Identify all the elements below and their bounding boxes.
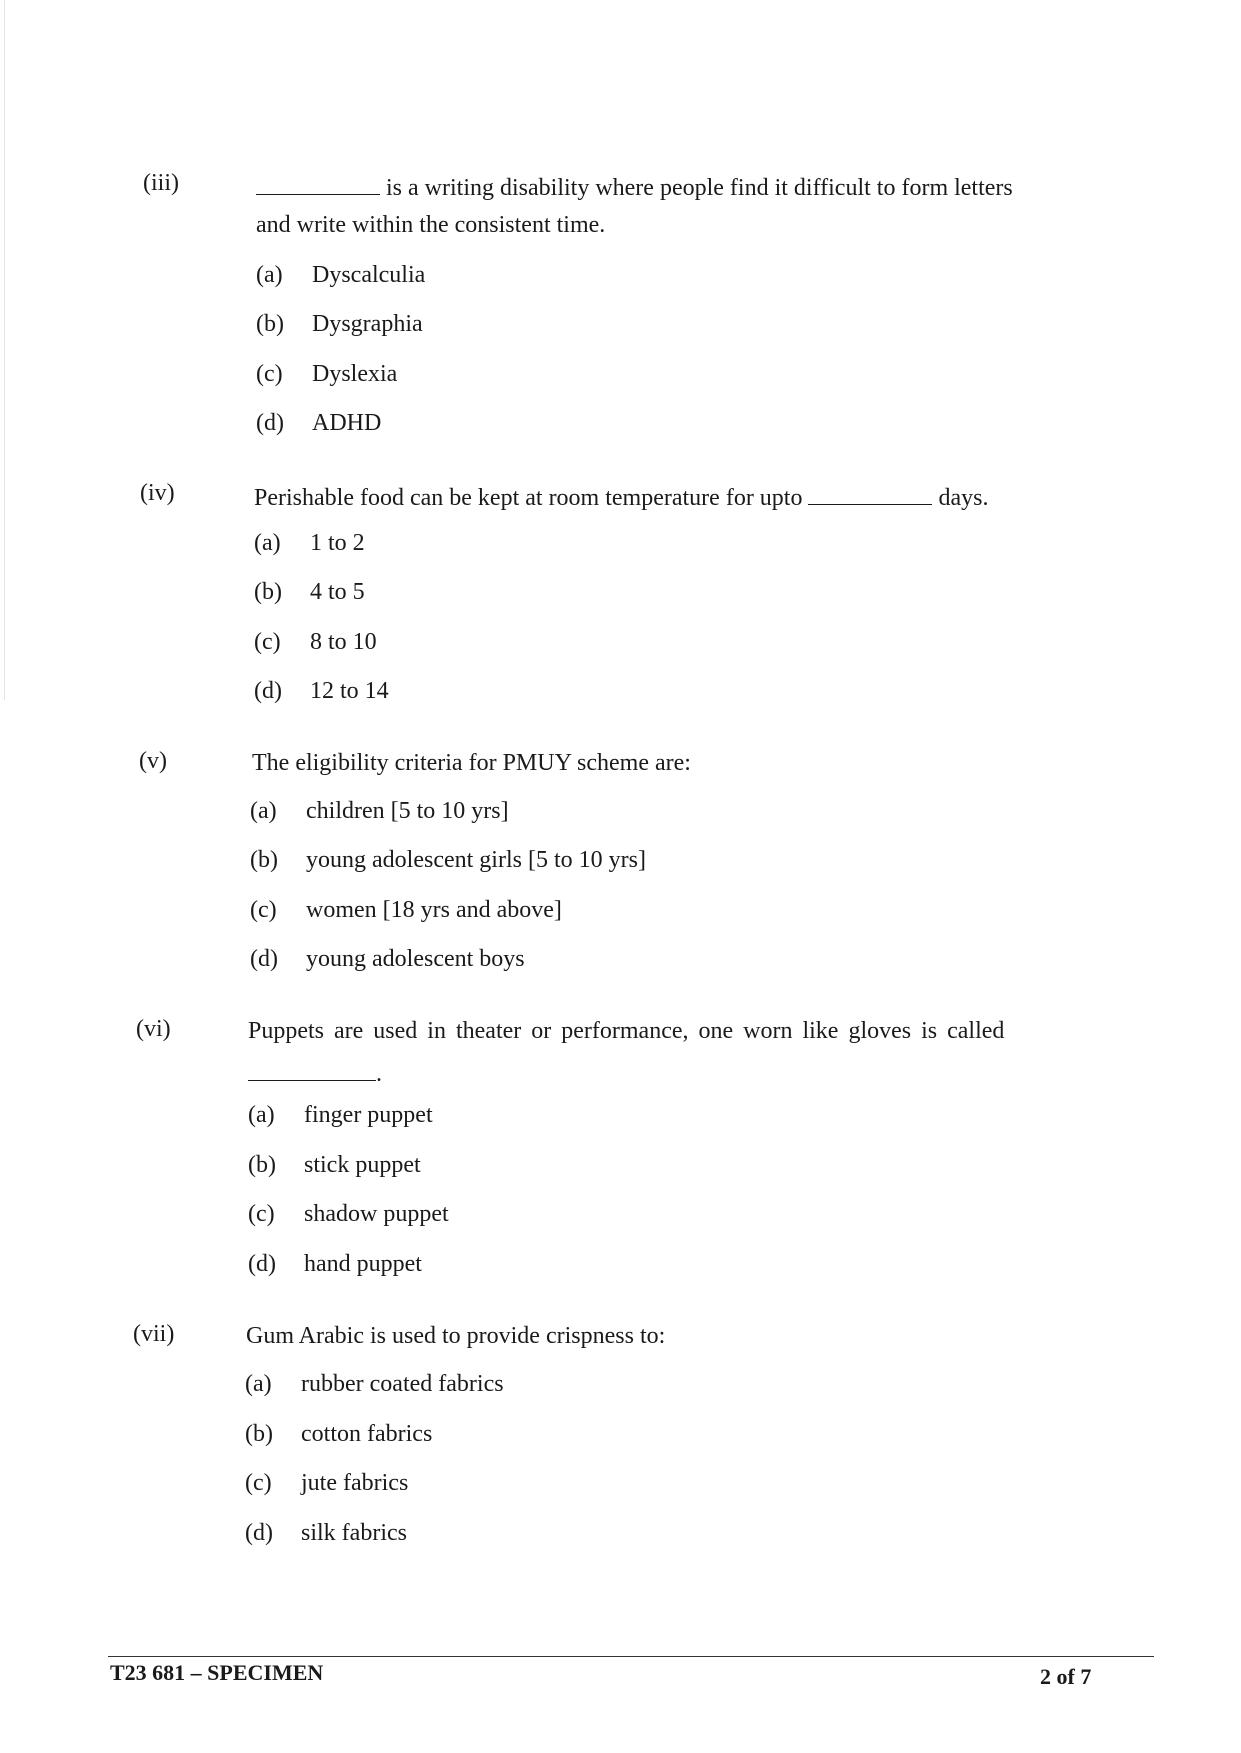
- option-label: (d): [248, 1251, 276, 1277]
- option-a: [248, 1102, 433, 1129]
- option-label: (d): [254, 678, 282, 704]
- option-label: (a): [245, 1371, 272, 1397]
- option-text: hand puppet: [304, 1251, 422, 1277]
- option-text: Dyscalculia: [312, 262, 426, 288]
- question-text-line2: and write within the consistent time.: [256, 212, 606, 238]
- option-d: [248, 1251, 422, 1278]
- option-d: [250, 946, 525, 973]
- option-c: [250, 897, 562, 924]
- option-text: young adolescent boys: [306, 946, 525, 972]
- option-label: (c): [256, 361, 283, 387]
- option-text: ADHD: [312, 410, 382, 436]
- paper-code: T23 681 – SPECIMEN: [110, 1660, 324, 1685]
- option-label: (c): [245, 1470, 272, 1496]
- option-b: [248, 1152, 421, 1179]
- option-text: cotton fabrics: [301, 1421, 433, 1447]
- option-text: Dyslexia: [312, 361, 398, 387]
- question-number: (vi): [136, 1016, 171, 1042]
- option-d: [254, 678, 389, 705]
- question-number: (vii): [133, 1321, 175, 1347]
- option-label: (a): [254, 530, 281, 556]
- option-a: [250, 798, 509, 825]
- option-label: (a): [250, 798, 277, 824]
- question-text-part: is a writing disability where people find it difficult to form letters: [386, 175, 1013, 201]
- question-number: (iii): [143, 170, 179, 196]
- option-text: 8 to 10: [310, 629, 377, 655]
- scan-margin-line: [4, 0, 5, 700]
- option-label: (b): [256, 311, 284, 337]
- option-text: children [5 to 10 yrs]: [306, 798, 509, 824]
- option-c: [254, 629, 377, 656]
- option-text: jute fabrics: [301, 1470, 409, 1496]
- question-text: [254, 482, 988, 512]
- option-label: (d): [245, 1520, 273, 1546]
- question-text-line2: [248, 1058, 382, 1088]
- option-text: shadow puppet: [304, 1201, 449, 1227]
- option-text: Dysgraphia: [312, 311, 423, 337]
- option-label: (d): [250, 946, 278, 972]
- question-text-part: days.: [938, 485, 989, 511]
- option-c: [256, 361, 397, 388]
- option-text: stick puppet: [304, 1152, 421, 1178]
- option-text: finger puppet: [304, 1102, 433, 1128]
- fill-blank: [256, 172, 380, 195]
- option-text: rubber coated fabrics: [301, 1371, 504, 1397]
- option-a: [245, 1371, 504, 1398]
- option-label: (d): [256, 410, 284, 436]
- option-b: [254, 579, 365, 606]
- option-label: (c): [254, 629, 281, 655]
- question-number: (v): [139, 748, 167, 774]
- option-text: 12 to 14: [310, 678, 389, 704]
- option-text: women [18 yrs and above]: [306, 897, 562, 923]
- question-text: [256, 172, 1013, 202]
- option-label: (b): [248, 1152, 276, 1178]
- option-d: [245, 1520, 407, 1547]
- page-number: 2 of 7: [1040, 1664, 1092, 1689]
- option-label: (c): [250, 897, 277, 923]
- option-label: (a): [248, 1102, 275, 1128]
- option-b: [256, 311, 423, 338]
- option-text: silk fabrics: [301, 1520, 407, 1546]
- option-b: [250, 847, 646, 874]
- option-b: [245, 1421, 432, 1448]
- option-d: [256, 410, 381, 437]
- footer-divider: [108, 1656, 1154, 1657]
- question-number: (iv): [140, 480, 175, 506]
- option-c: [245, 1470, 408, 1497]
- option-a: [256, 262, 425, 289]
- option-label: (a): [256, 262, 283, 288]
- option-a: [254, 530, 365, 557]
- option-text: 1 to 2: [310, 530, 365, 556]
- question-text-part: Perishable food can be kept at room temperature for upto: [254, 485, 803, 511]
- option-label: (c): [248, 1201, 275, 1227]
- option-c: [248, 1201, 449, 1228]
- fill-blank: [248, 1058, 376, 1081]
- question-text: The eligibility criteria for PMUY scheme are:: [252, 750, 691, 776]
- fill-blank: [808, 482, 932, 505]
- option-text: 4 to 5: [310, 579, 365, 605]
- question-text: Puppets are used in theater or performance, one worn like gloves is called: [248, 1018, 1005, 1044]
- question-text: Gum Arabic is used to provide crispness to:: [246, 1323, 666, 1349]
- option-label: (b): [245, 1421, 273, 1447]
- option-text: young adolescent girls [5 to 10 yrs]: [306, 847, 646, 873]
- question-text-part: .: [376, 1061, 382, 1087]
- option-label: (b): [250, 847, 278, 873]
- option-label: (b): [254, 579, 282, 605]
